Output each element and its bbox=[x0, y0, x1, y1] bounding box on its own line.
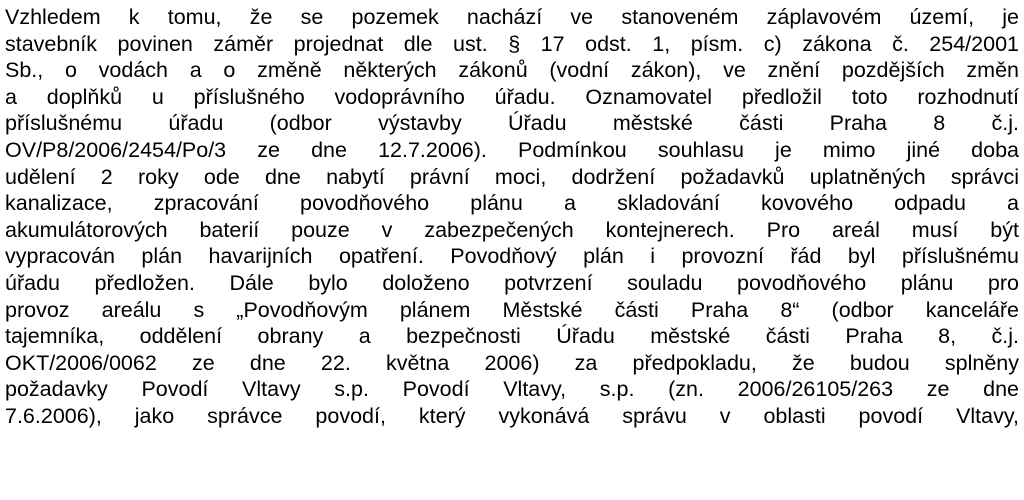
text-line: Vzhledem k tomu, že se pozemek nachází ve stanoveném záplavovém území, je bbox=[5, 5, 1019, 29]
text-line: požadavky Povodí Vltavy s.p. Povodí Vltavy, s.p. (zn. 2006/26105/263 ze dne bbox=[5, 377, 1019, 402]
text-line: příslušnému úřadu (odbor výstavby Úřadu městské části Praha 8 č.j. bbox=[5, 111, 1019, 136]
text-line: stavebník povinen záměr projednat dle ust. § 17 odst. 1, písm. c) zákona č. 254/2001 bbox=[5, 31, 1019, 56]
text-line: 7.6.2006), jako správce povodí, který vykonává správu v oblasti povodí Vltavy, bbox=[5, 403, 1019, 428]
text-line: OKT/2006/0062 ze dne 22. května 2006) za předpokladu, že budou splněny bbox=[5, 350, 1019, 375]
text-line: akumulátorových baterií pouze v zabezpečených kontejnerech. Pro areál musí být bbox=[5, 217, 1019, 242]
text-line: kanalizace, zpracování povodňového plánu a skladování kovového odpadu a bbox=[5, 191, 1019, 216]
text-line: úřadu předložen. Dále bylo doloženo potvrzení souladu povodňového plánu pro bbox=[5, 270, 1019, 295]
text-line: udělení 2 roky ode dne nabytí právní moci, dodržení požadavků uplatněných správci bbox=[5, 164, 1019, 189]
text-line: vypracován plán havarijních opatření. Povodňový plán i provozní řád byl příslušnému bbox=[5, 244, 1019, 269]
text-line: provoz areálu s „Povodňovým plánem Městské části Praha 8“ (odbor kanceláře bbox=[5, 297, 1019, 322]
document-paragraph bbox=[5, 4, 1019, 430]
text-line: Sb., o vodách a o změně některých zákonů (vodní zákon), ve znění pozdějších změn bbox=[5, 58, 1019, 83]
text-line: tajemníka, oddělení obrany a bezpečnosti Úřadu městské části Praha 8, č.j. bbox=[5, 324, 1019, 349]
text-line: OV/P8/2006/2454/Po/3 ze dne 12.7.2006). Podmínkou souhlasu je mimo jiné doba bbox=[5, 137, 1019, 162]
text-line: a doplňků u příslušného vodoprávního úřadu. Oznamovatel předložil toto rozhodnutí bbox=[5, 84, 1019, 109]
